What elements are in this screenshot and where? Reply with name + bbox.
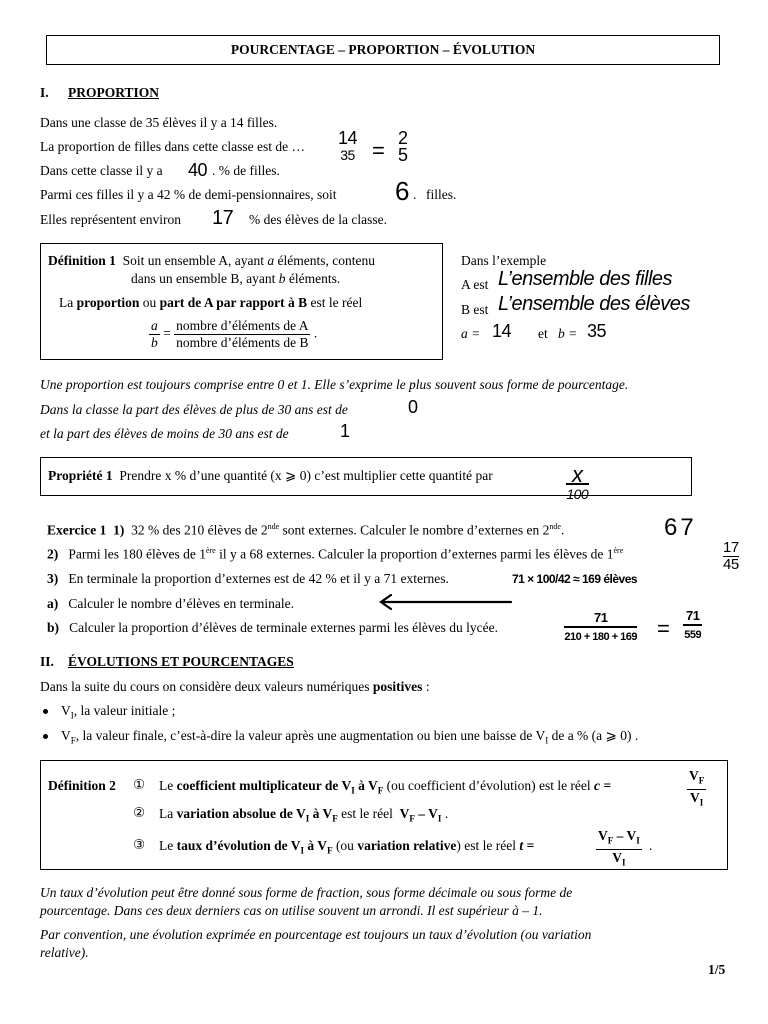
definition-2-box xyxy=(40,760,728,870)
text: Parmi les 180 élèves de 1 xyxy=(68,546,206,562)
text-line: Dans cette classe il y a xyxy=(40,163,163,178)
fraction-vf-vi xyxy=(687,768,706,810)
bullet-icon xyxy=(43,734,48,739)
var-b: b xyxy=(278,271,286,286)
hw-answer: 0 xyxy=(408,397,418,417)
hw-den: 35 xyxy=(340,147,355,163)
dot: . xyxy=(649,838,653,853)
text: dans un ensemble B, ayant xyxy=(131,271,276,286)
term: variation relative xyxy=(357,838,457,853)
text: Soit un ensemble A, ayant xyxy=(122,253,264,268)
text: La xyxy=(59,295,74,310)
v: V xyxy=(612,849,622,865)
numerator: nombre d’éléments de A xyxy=(176,318,309,333)
bullet-text xyxy=(61,728,638,746)
question-number: b) xyxy=(47,620,60,635)
italic-text: pourcentage. Dans ces deux derniers cas on utilise souvent un arrondi. Il est supérieur à – 1. xyxy=(40,903,543,918)
hw-fraction xyxy=(723,540,739,573)
hw-num: x xyxy=(566,466,589,485)
italic-text: Par convention, une évolution exprimée en pourcentage est toujours un taux d’évolution (ou variation xyxy=(40,927,592,942)
sub: F xyxy=(698,775,705,786)
hw-arrow-icon xyxy=(375,592,515,612)
property-text: Prendre x % d’une quantité (x ⩾ 0) c’est multiplier cette quantité par xyxy=(119,468,493,483)
hw-num: 2 xyxy=(398,128,408,148)
circled-2: ② xyxy=(133,805,146,820)
section-number: II. xyxy=(40,654,54,669)
exercise-line xyxy=(47,522,564,539)
handwritten-fraction xyxy=(398,130,408,164)
dots: … xyxy=(291,139,306,154)
term: taux d’évolution de V xyxy=(176,838,301,853)
text: Calculer le nombre d’élèves en terminale. xyxy=(68,596,295,611)
text: éléments. xyxy=(288,271,341,286)
question-number: 2) xyxy=(47,546,59,562)
definition-label: Définition 2 xyxy=(48,778,116,793)
bullet-icon xyxy=(43,709,48,714)
hw-num: 14 xyxy=(338,128,358,148)
v: V xyxy=(598,828,608,843)
text-line: % des élèves de la classe. xyxy=(249,212,387,227)
sup: nde xyxy=(549,522,561,531)
term: à V xyxy=(312,806,333,821)
text: de a % (a ⩾ 0) . xyxy=(551,728,639,743)
italic-text: Une proportion est toujours comprise entre 0 et 1. Elle s’exprime le plus souvent sous forme de pourcentage. xyxy=(40,377,629,392)
sub: F xyxy=(607,835,614,846)
hw-value: 40 xyxy=(188,160,208,180)
text: Calculer la proportion d’élèves de terminale externes parmi les élèves du lycée. xyxy=(69,620,498,635)
property-line xyxy=(48,468,493,484)
section-heading: ÉVOLUTIONS ET POURCENTAGES xyxy=(68,654,294,669)
example-label: a = xyxy=(461,326,481,341)
term-proportion: proportion xyxy=(76,295,140,310)
hw-fraction xyxy=(566,462,589,503)
text: éléments, contenu xyxy=(277,253,375,268)
text-line: Parmi ces filles il y a 42 % de demi-pensionnaires, soit xyxy=(40,187,337,202)
denominator: b xyxy=(151,335,158,350)
term-positives: positives xyxy=(372,679,423,694)
hw-answer: 67 xyxy=(664,514,697,541)
hw-den: 45 xyxy=(723,556,739,573)
equals: = xyxy=(163,325,171,341)
definition-row xyxy=(159,778,611,796)
dot: . xyxy=(313,325,318,341)
italic-text: et la part des élèves de moins de 30 ans est de xyxy=(40,426,289,441)
term: coefficient multiplicateur de V xyxy=(176,778,352,793)
hw-num: 71 xyxy=(564,610,637,628)
definition-line xyxy=(59,295,362,311)
text-line xyxy=(40,139,305,155)
text: . xyxy=(444,806,449,821)
hw-calc: 71 × 100/42 ≈ 169 élèves xyxy=(512,572,638,586)
v: V xyxy=(61,703,71,718)
sup: ère xyxy=(205,546,216,555)
question-number: 3) xyxy=(47,571,59,586)
sub: F xyxy=(409,813,415,824)
text: (ou xyxy=(335,838,354,853)
hw-value: 6 xyxy=(395,176,409,206)
denominator: nombre d’éléments de B xyxy=(176,335,309,350)
text-line: Dans une classe de 35 élèves il y a 14 filles. xyxy=(40,115,278,130)
var-a: a xyxy=(267,253,275,268)
example-title: Dans l’exemple xyxy=(461,253,547,268)
var-t: t = xyxy=(519,838,535,853)
hw-equals: = xyxy=(372,138,385,163)
hw-answer: L’ensemble des filles xyxy=(498,268,673,290)
text: est le réel xyxy=(310,295,363,310)
sub: F xyxy=(70,735,76,746)
definition-row xyxy=(159,838,534,856)
hw-den: 559 xyxy=(684,629,702,641)
text-line: . xyxy=(413,187,417,202)
text: Le xyxy=(159,838,174,853)
italic-text: Dans la classe la part des élèves de plus de 30 ans est de xyxy=(40,402,348,417)
term: à V xyxy=(358,778,378,793)
handwritten-fraction xyxy=(338,130,357,163)
exercise-label: Exercice 1 xyxy=(47,522,107,538)
italic-text: relative). xyxy=(40,945,89,960)
sub: I xyxy=(636,835,640,846)
text-line: filles. xyxy=(426,187,457,202)
text: : xyxy=(425,679,430,694)
example-label: et xyxy=(538,326,548,341)
text: En terminale la proportion d’externes est de 42 % et il y a 71 externes. xyxy=(68,571,449,586)
exercise-line xyxy=(47,596,294,612)
sub: I xyxy=(300,845,305,856)
text: La proportion de filles dans cette classe est de xyxy=(40,139,289,154)
v: V xyxy=(399,806,410,821)
fraction-a-b xyxy=(149,318,160,351)
exercise-line xyxy=(47,571,449,587)
text: (ou coefficient d’évolution) est le réel xyxy=(386,778,591,793)
var-c: c = xyxy=(594,778,612,793)
question-number: 1) xyxy=(113,522,125,538)
hw-num: 17 xyxy=(723,539,739,556)
definition-1-box xyxy=(40,243,443,360)
v: – V xyxy=(616,828,637,843)
bullet-text xyxy=(61,703,175,721)
sup: ère xyxy=(613,546,624,555)
hw-fraction xyxy=(683,608,702,643)
sub: I xyxy=(699,797,704,808)
hw-answer: 14 xyxy=(492,321,512,341)
hw-equals: = xyxy=(657,616,670,641)
sub: I xyxy=(305,813,310,824)
fraction-rate xyxy=(596,828,642,870)
exercise-line xyxy=(47,620,498,636)
sub: F xyxy=(327,845,333,856)
text-line xyxy=(40,679,430,695)
text: ou xyxy=(142,295,157,310)
hw-value: 17 xyxy=(212,207,234,229)
question-number: a) xyxy=(47,596,59,611)
sub: I xyxy=(545,735,549,746)
term-part: part de A par rapport à B xyxy=(159,295,308,310)
denominator xyxy=(689,789,704,808)
hw-num: 71 xyxy=(683,608,702,626)
text-line: . % de filles. xyxy=(212,163,280,178)
sub: F xyxy=(332,813,338,824)
definition-row xyxy=(159,806,448,824)
definition-formula xyxy=(149,318,317,351)
sub: I xyxy=(351,785,355,796)
definition-label: Définition 1 xyxy=(48,253,116,268)
denominator xyxy=(612,849,626,868)
sup: nde xyxy=(267,522,280,531)
property-label: Propriété 1 xyxy=(48,468,113,483)
italic-text: Un taux d’évolution peut être donné sous forme de fraction, sous forme décimale ou sous forme de xyxy=(40,885,573,900)
text: il y a 68 externes. Calculer la proportion d’externes parmi les élèves de 1 xyxy=(219,546,614,562)
circled-3: ③ xyxy=(133,837,146,852)
sub: I xyxy=(70,710,74,721)
term: variation absolue de V xyxy=(176,806,306,821)
document-title: POURCENTAGE – PROPORTION – ÉVOLUTION xyxy=(46,35,720,65)
numerator: a xyxy=(151,318,158,333)
sub: F xyxy=(377,785,384,796)
text: est le réel xyxy=(341,806,393,821)
text: 32 % des 210 élèves de 2 xyxy=(131,522,268,538)
section-heading: PROPORTION xyxy=(68,85,160,100)
text: ) est le réel xyxy=(456,838,517,853)
example-label: b = xyxy=(558,326,578,341)
sub: I xyxy=(622,857,626,868)
text: . xyxy=(560,522,565,538)
text: La xyxy=(159,806,174,821)
hw-fraction xyxy=(564,610,637,645)
hw-den: 100 xyxy=(566,486,589,502)
definition-line xyxy=(131,271,340,287)
page-number: 1/5 xyxy=(708,962,726,977)
circled-1: ① xyxy=(133,777,146,792)
v: V xyxy=(689,789,700,805)
definition-line xyxy=(48,253,375,269)
property-1-box xyxy=(40,457,692,496)
term: à V xyxy=(307,838,328,853)
numerator xyxy=(596,828,642,850)
v: – V xyxy=(418,806,438,821)
text: , la valeur finale, c’est-à-dire la valeur après une augmentation ou bien une baisse de V xyxy=(75,728,546,743)
text: sont externes. Calculer le nombre d’externes en 2 xyxy=(282,522,550,538)
sub: I xyxy=(437,813,442,824)
hw-answer: 35 xyxy=(587,321,607,341)
hw-answer: 1 xyxy=(340,421,350,441)
v: V xyxy=(61,728,71,743)
section-number: I. xyxy=(40,85,49,100)
text: Dans la suite du cours on considère deux valeurs numériques xyxy=(40,679,370,694)
example-label: A est xyxy=(461,277,489,292)
hw-answer: L’ensemble des élèves xyxy=(498,293,690,315)
hw-den: 210 + 180 + 169 xyxy=(564,631,638,643)
exercise-line xyxy=(47,546,623,563)
text-line: Elles représentent environ xyxy=(40,212,181,227)
numerator xyxy=(687,768,706,790)
example-label: B est xyxy=(461,302,489,317)
hw-den: 5 xyxy=(398,145,408,165)
text: , la valeur initiale ; xyxy=(73,703,176,718)
v: V xyxy=(689,768,699,783)
fraction-counts xyxy=(174,318,310,351)
text: Le xyxy=(159,778,174,793)
